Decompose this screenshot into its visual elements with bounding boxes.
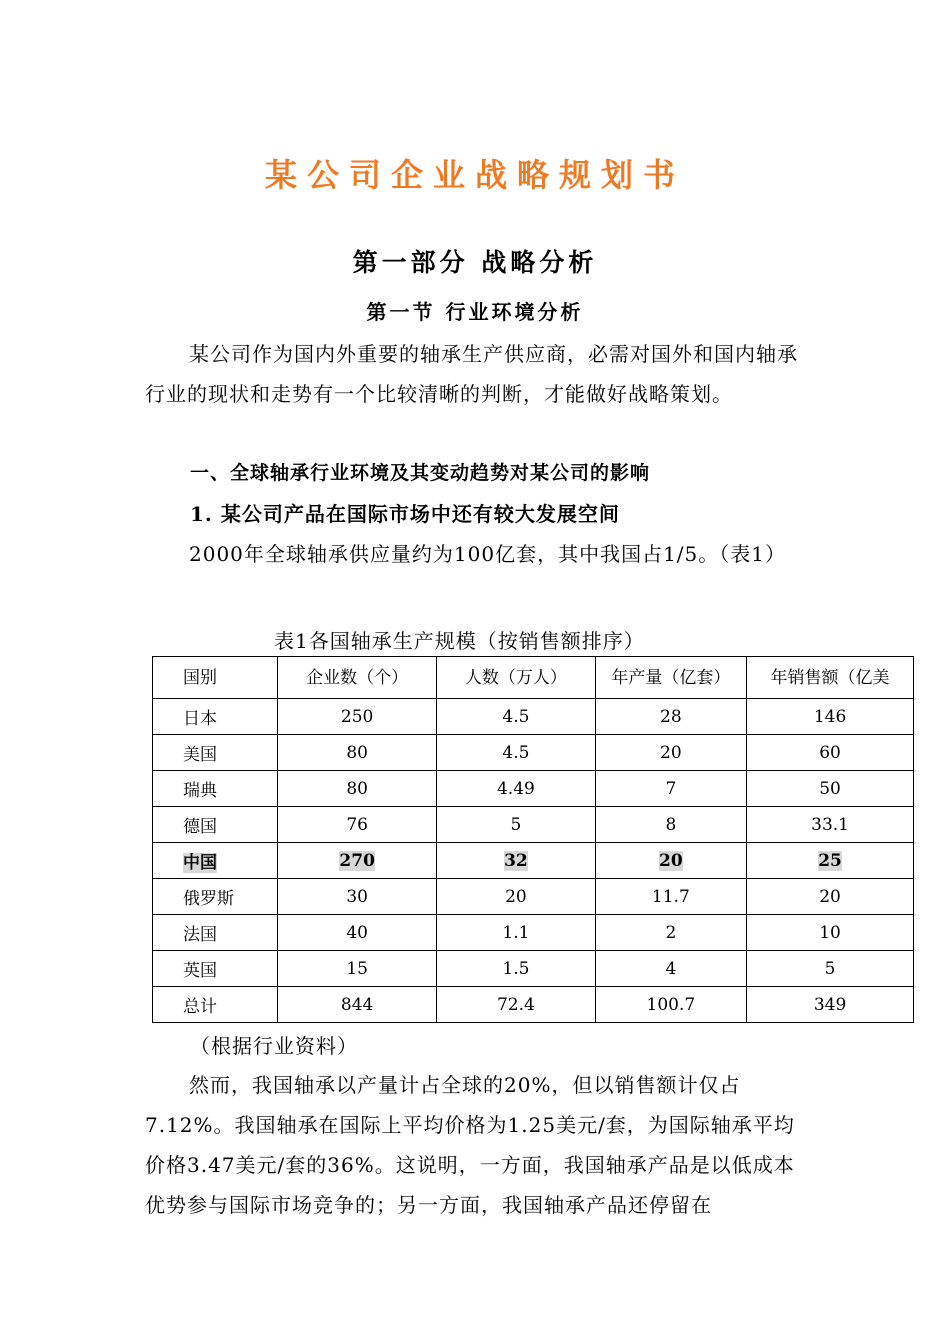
cell-employees: 1.1 — [437, 915, 595, 951]
analysis-paragraph: 然而，我国轴承以产量计占全球的20%，但以销售额计仅占7.12%。我国轴承在国际上平均价格为1.25美元/套，为国际轴承平均价格3.47美元/套的36%。这说明，一方面，我国轴承产品是以低成本优势参与国际市场竞争的；另一方面，我国轴承产品还停留在 — [145, 1073, 795, 1217]
cell-country: 德国 — [153, 807, 278, 843]
cell-employees: 5 — [437, 807, 595, 843]
cell-employees: 20 — [437, 879, 595, 915]
cell-annual-sales: 349 — [747, 987, 914, 1023]
part-title: 第一部分 战略分析 — [352, 248, 598, 277]
cell-annual-output: 28 — [595, 699, 747, 735]
cell-employees: 72.4 — [437, 987, 595, 1023]
document-title: 某公司企业战略规划书 — [264, 156, 685, 194]
cell-annual-sales: 25 — [818, 850, 842, 871]
cell-enterprises: 844 — [278, 987, 437, 1023]
cell-country: 总计 — [153, 987, 278, 1023]
cell-employees: 4.49 — [437, 771, 595, 807]
cell-annual-sales: 33.1 — [747, 807, 914, 843]
header-country: 国别 — [153, 657, 278, 699]
cell-annual-output: 20 — [595, 735, 747, 771]
cell-employees: 4.5 — [437, 735, 595, 771]
table-row — [153, 735, 914, 771]
cell-annual-sales: 50 — [747, 771, 914, 807]
heading-market-space: 1. 某公司产品在国际市场中还有较大发展空间 — [190, 502, 620, 526]
cell-enterprises: 270 — [339, 850, 375, 871]
cell-enterprises: 80 — [278, 771, 437, 807]
section-title: 第一节 行业环境分析 — [366, 300, 584, 324]
supply-paragraph: 2000年全球轴承供应量约为100亿套，其中我国占1/5。（表1） — [189, 542, 786, 566]
cell-enterprises: 250 — [278, 699, 437, 735]
cell-enterprises: 30 — [278, 879, 437, 915]
table-row-total — [153, 987, 914, 1023]
intro-paragraph: 某公司作为国内外重要的轴承生产供应商，必需对国外和国内轴承行业的现状和走势有一个比较清晰的判断，才能做好战略策划。 — [145, 342, 798, 406]
cell-country: 中国 — [183, 853, 217, 873]
cell-enterprises: 40 — [278, 915, 437, 951]
cell-country: 法国 — [153, 915, 278, 951]
cell-annual-output: 8 — [595, 807, 747, 843]
cell-country: 俄罗斯 — [153, 879, 278, 915]
cell-enterprises: 76 — [278, 807, 437, 843]
cell-enterprises: 80 — [278, 735, 437, 771]
cell-employees: 1.5 — [437, 951, 595, 987]
header-annual-output: 年产量（亿套） — [595, 657, 747, 699]
source-note: （根据行业资料） — [190, 1034, 358, 1058]
table-row — [153, 915, 914, 951]
cell-annual-output: 100.7 — [595, 987, 747, 1023]
cell-country: 美国 — [153, 735, 278, 771]
cell-annual-output: 7 — [595, 771, 747, 807]
cell-annual-sales: 5 — [747, 951, 914, 987]
header-employees: 人数（万人） — [437, 657, 595, 699]
cell-annual-sales: 146 — [747, 699, 914, 735]
table-row — [153, 879, 914, 915]
bearing-production-table — [152, 656, 914, 1023]
cell-annual-output: 2 — [595, 915, 747, 951]
cell-employees: 4.5 — [437, 699, 595, 735]
cell-country: 英国 — [153, 951, 278, 987]
table-row-highlighted — [153, 843, 914, 879]
cell-country: 日本 — [153, 699, 278, 735]
cell-annual-sales: 20 — [747, 879, 914, 915]
table-header-row — [153, 657, 914, 699]
table-row — [153, 807, 914, 843]
heading-global-environment: 一、全球轴承行业环境及其变动趋势对某公司的影响 — [190, 462, 651, 484]
table-row — [153, 699, 914, 735]
cell-annual-output: 11.7 — [595, 879, 747, 915]
table-row — [153, 771, 914, 807]
cell-annual-sales: 60 — [747, 735, 914, 771]
cell-employees: 32 — [504, 850, 528, 871]
table-caption: 表1各国轴承生产规模（按销售额排序） — [274, 629, 645, 653]
cell-annual-sales: 10 — [747, 915, 914, 951]
table-row — [153, 951, 914, 987]
cell-annual-output: 4 — [595, 951, 747, 987]
header-annual-sales: 年销售额（亿美 — [747, 657, 914, 699]
cell-annual-output: 20 — [659, 850, 683, 871]
cell-enterprises: 15 — [278, 951, 437, 987]
cell-country: 瑞典 — [153, 771, 278, 807]
header-enterprises: 企业数（个） — [278, 657, 437, 699]
